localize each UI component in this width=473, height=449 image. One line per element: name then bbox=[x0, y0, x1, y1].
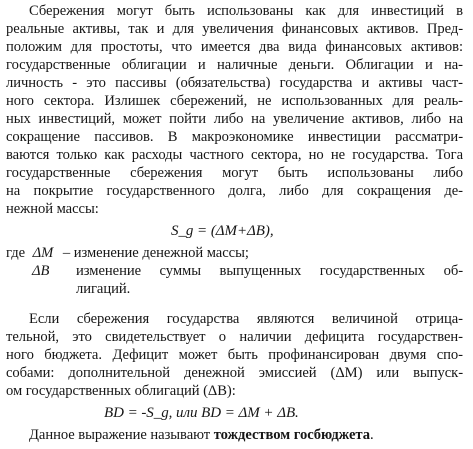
paragraph-line: государственные сбережения могут быть использованы либо bbox=[6, 165, 463, 181]
paragraph-line: личность - это пассивы (обязательства) государства и активы част- bbox=[6, 75, 463, 91]
definition-symbol: ΔB bbox=[32, 263, 50, 279]
definition-symbol: ΔM bbox=[32, 245, 54, 261]
paragraph-line: ных инвестиций, может пойти либо на увеличение активов, либо на bbox=[6, 111, 463, 127]
paragraph-line: положим для простоты, что имеется два вида финансовых активов: bbox=[6, 39, 463, 55]
formula-savings bbox=[171, 222, 274, 240]
closing-line bbox=[29, 426, 374, 444]
definition-continuation: лигаций. bbox=[76, 281, 131, 297]
paragraph-line: Сбережения могут быть использованы как для инвестиций в bbox=[29, 3, 463, 19]
paragraph-line: реальные активы, так и для увеличения финансовых активов. Пред- bbox=[6, 21, 463, 37]
paragraph-line: ом государственных облигаций (ΔB): bbox=[6, 383, 236, 399]
closing-end: . bbox=[369, 427, 374, 443]
paragraph-line: на покрытие государственного долга, либо для сокращения де- bbox=[6, 183, 463, 199]
paragraph-line: ного бюджета. Дефицит может быть профинансирован двумя спо- bbox=[6, 347, 463, 363]
definition-line bbox=[6, 244, 249, 262]
key-term: тождеством госбюджета bbox=[213, 427, 370, 443]
paragraph-line: Если сбережения государства являются величиной отрица- bbox=[29, 311, 463, 327]
paragraph-line: ваются только как расходы частного сектора, но не государства. Тога bbox=[6, 147, 463, 163]
paragraph-line: ного сектора. Излишек сбережений, не использованных для реаль- bbox=[6, 93, 463, 109]
definition-text: – изменение денежной массы; bbox=[62, 245, 249, 261]
definition-text: изменение суммы выпущенных государственных об- bbox=[76, 263, 463, 279]
paragraph-line: собами: дополнительной денежной эмиссией (ΔM) или выпуск- bbox=[6, 365, 463, 381]
closing-text: Данное выражение называют bbox=[29, 427, 211, 443]
definition-prefix: где bbox=[6, 245, 26, 261]
paragraph-line: тельной, это свидетельствует о наличии дефицита государствен- bbox=[6, 329, 463, 345]
formula-text: S_g = (ΔM+ΔB), bbox=[171, 223, 274, 239]
formula-budget-deficit bbox=[104, 404, 299, 422]
paragraph-line: нежной массы: bbox=[6, 201, 99, 217]
definition-line bbox=[32, 262, 49, 280]
paragraph-line: государственные облигации и наличные деньги. Облигации и на- bbox=[6, 57, 463, 73]
paragraph-line: сокращение пассивов. В макроэкономике инвестиции рассматри- bbox=[6, 129, 463, 145]
formula-text: BD = -S_g, или BD = ΔM + ΔB. bbox=[104, 405, 299, 421]
